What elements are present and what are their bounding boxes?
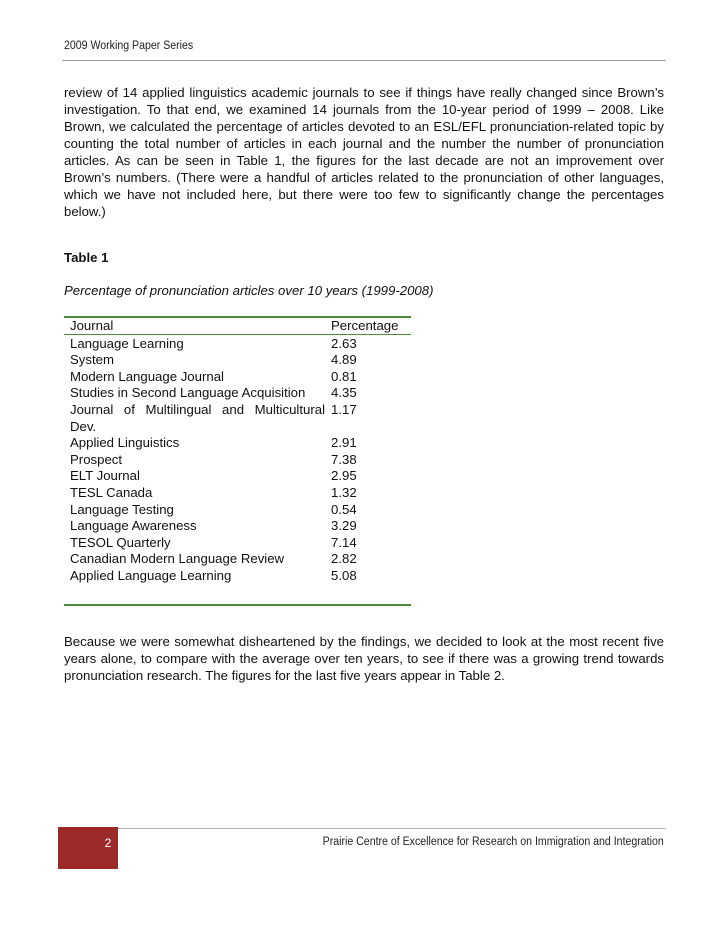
journal-name: ELT Journal <box>70 468 140 484</box>
journal-name: Modern Language Journal <box>70 368 224 384</box>
table-row <box>64 435 411 452</box>
journal-percentage: 7.38 <box>331 451 357 467</box>
journal-name: System <box>70 352 114 368</box>
table-row <box>64 402 411 435</box>
table-row <box>64 551 411 568</box>
column-header-journal: Journal <box>70 318 114 333</box>
journal-name: Applied Linguistics <box>70 435 180 451</box>
column-header-percentage: Percentage <box>331 318 399 333</box>
table-row <box>64 336 411 353</box>
journal-table <box>64 318 411 585</box>
table-row <box>64 502 411 519</box>
journal-percentage: 2.91 <box>331 435 357 451</box>
conclusion-paragraph: Because we were somewhat disheartened by the findings, we decided to look at the most recent five years alone, to compare with the average over ten years, to see if there was a growing trend towards pronunciation research. The figures for the last five years appear in Table 2. <box>64 634 664 683</box>
table-row <box>64 385 411 402</box>
journal-name: Studies in Second Language Acquisition <box>70 385 306 401</box>
journal-name: Language Testing <box>70 501 174 517</box>
table-caption: Percentage of pronunciation articles over 10 years (1999-2008) <box>64 283 434 298</box>
journal-name: TESL Canada <box>70 484 153 500</box>
journal-percentage: 4.89 <box>331 352 357 368</box>
table-bottom-rule <box>64 604 411 606</box>
intro-paragraph: review of 14 applied linguistics academic journals to see if things have really changed since Brown’s investigation. To that end, we examined 14 journals from the 10-year period of 1999 – 2008. Like Brown, we calculated the percentage of articles devoted to an ESL/EFL pronunciation-related topic by counting the total number of articles in each journal and the number the number of pronunciation articles. As can be seen in Table 1, the figures for the last decade are not an improvement over Brown’s numbers. (There were a handful of articles related to the pronunciation of other languages, which we have not included here, but there were too few to significantly change the percentages below.) <box>64 85 664 219</box>
journal-percentage: 2.63 <box>331 335 357 351</box>
footer-organization: Prairie Centre of Excellence for Research on Immigration and Integration <box>322 836 664 848</box>
journal-name: Language Learning <box>70 335 184 351</box>
table-row <box>64 568 411 585</box>
table-row <box>64 352 411 369</box>
journal-percentage: 0.81 <box>331 368 357 384</box>
journal-percentage: 0.54 <box>331 501 357 517</box>
journal-percentage: 1.17 <box>331 401 357 417</box>
table-row <box>64 485 411 502</box>
table-row <box>64 468 411 485</box>
page-number: 2 <box>104 836 112 850</box>
running-header: 2009 Working Paper Series <box>64 40 194 52</box>
journal-name: Journal of Multilingual and Multicultural Dev. <box>70 401 325 434</box>
journal-name: Language Awareness <box>70 518 197 534</box>
table-header-row <box>64 318 411 336</box>
journal-percentage: 2.95 <box>331 468 357 484</box>
table-row <box>64 452 411 469</box>
journal-percentage: 2.82 <box>331 551 357 567</box>
journal-name: Applied Language Learning <box>70 567 232 583</box>
journal-percentage: 3.29 <box>331 518 357 534</box>
footer-divider <box>118 828 666 829</box>
journal-name: Prospect <box>70 451 123 467</box>
header-divider <box>62 60 666 61</box>
table-row <box>64 369 411 386</box>
journal-percentage: 5.08 <box>331 567 357 583</box>
journal-percentage: 7.14 <box>331 534 357 550</box>
journal-name: TESOL Quarterly <box>70 534 171 550</box>
journal-percentage: 1.32 <box>331 484 357 500</box>
journal-name: Canadian Modern Language Review <box>70 551 285 567</box>
journal-percentage: 4.35 <box>331 385 357 401</box>
table-row <box>64 518 411 535</box>
table-row <box>64 535 411 552</box>
table-label: Table 1 <box>64 250 109 265</box>
